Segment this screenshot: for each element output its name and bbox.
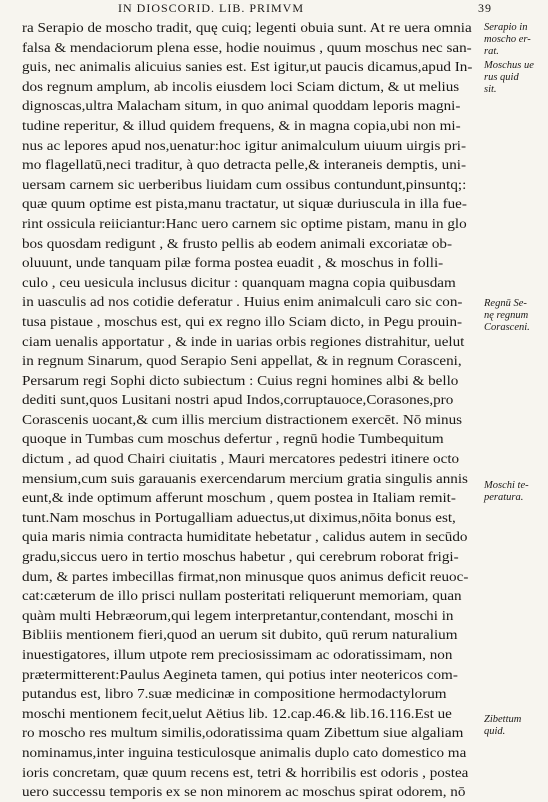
text-line [22,214,480,234]
margin-note [484,22,546,58]
margin-note-line: Moschi te- [484,480,529,491]
text-line [22,606,480,626]
text-line [22,116,480,136]
margin-note-line: quid. [484,726,506,737]
text-line [22,723,480,743]
text-line-content: falsa & mendaciorum plena esse, hodie nouimus , quum moschus nec san- [22,39,472,55]
text-line-content: tunt.Nam moschus in Portugalliam aduectus,ut diximus,nōita bonus est, [22,509,456,525]
text-line [22,77,480,97]
text-line [22,96,480,116]
text-line-content: in uasculis ad nos cotidie deferatur . Huius enim animalculi caro sic con- [22,294,463,310]
text-line-content: culo , ceu uesicula inclusus dicitur : quanquam magna copia quibusdam [22,274,456,290]
text-line [22,371,480,391]
text-line-content: quoque in Tumbas cum moschus defertur , regnū hodie Tumbequitum [22,431,444,447]
text-line [22,488,480,508]
text-line-content: dignoscas,ultra Malacham situm, in quo animal quoddam leporis magni- [22,98,461,114]
text-line [22,547,480,567]
margin-note [484,298,546,334]
text-line-content: dediti sunt,quos Lusitani nostri apud Indos,corruptauoce,Corasones,pro [22,392,454,408]
running-header [0,0,548,16]
text-line [22,410,480,430]
text-line-content: quàm multi Hebræorum,qui legem interpretantur,contendant, moschi in [22,607,454,623]
text-line-content: dum, & partes imbecillas firmat,non minusque quos animus deficit reuoc- [22,568,469,584]
text-line-content: dos regnum amplum, ab incolis eiusdem loci Sciam dictum, & ut melius [22,78,460,94]
text-line-content: Corascenis uocant,& cum illis mercium distractionem exercēt. Nō minus [22,411,463,427]
margin-note-line: peratura. [484,492,524,503]
text-line [22,782,480,802]
text-line-content: ioris concretam, quæ quum recens est, tetri & horribilis est odoris , postea [22,764,469,780]
text-line [22,390,480,410]
text-line-content: mo flagellatū,neci traditur, à quo detracta pelle,& interaneis demptis, uni- [22,157,467,173]
text-line-content: putandus est, libro 7.suæ medicinæ in compositione hermodactylorum [22,686,447,702]
margin-note-line: Corasceni. [484,322,530,333]
text-line-content: cat:cæterum de illo prisci nullam posteritati reliquerunt memoriam, quan [22,588,462,604]
text-line [22,508,480,528]
text-line [22,194,480,214]
text-line-content: dictum , ad quod Chairi ciuitatis , Mauri mercatores pedestri itinere octo [22,451,460,467]
main-text [22,18,480,802]
text-line-content: mensium,cum suis garauanis exercendarum mercium gratia singulis annis [22,470,468,486]
margin-note-line: nę regnum [484,310,529,321]
margin-note-line: sit. [484,84,497,95]
text-line [22,704,480,724]
text-line-content: ro moscho res multum similis,odoratissima quam Zibettum siue algaliam [22,725,464,741]
text-line-content: rint ossicula reiiciantur:Hanc uero carnem sic optime pistam, manu in glo [22,215,467,231]
margin-note-line: moscho er- [484,34,531,45]
text-line [22,469,480,489]
text-line [22,429,480,449]
margin-note-line: Regnū Se- [484,298,527,309]
running-title: IN DIOSCORID. LIB. PRIMVM [118,1,305,15]
margin-note-line: Zibettum [484,714,522,725]
text-line [22,18,480,38]
text-line [22,527,480,547]
text-line [22,292,480,312]
text-line-content: oluuunt, unde tanquam pilæ forma postea euadit , & moschus in folli- [22,255,444,271]
margin-note-line: rus quid [484,72,519,83]
text-line-content: Bibliis mentionem fieri,quod an uerum sit dubito, quū rerum naturalium [22,627,458,643]
text-line-content: quæ quum optime est pista,manu tractatur, ut siquæ duriuscula in illa fue- [22,196,467,212]
margin-note [484,480,546,504]
text-line [22,449,480,469]
text-line [22,38,480,58]
text-line-content: in regnum Sinarum, quod Serapio Seni appellat, & in regnum Corasceni, [22,353,462,369]
text-line-content: quia maris nimia contracta humiditate hebetatur , calidus autem in secūdo [22,529,468,545]
text-line [22,155,480,175]
text-line-content: moschi mentionem fecit,uelut Aëtius lib. 12.cap.46.& lib.16.116.Est ue [22,705,452,721]
margin-note [484,714,546,738]
text-line-content: ra Serapio de moscho tradit, quę cuiq; legenti obuia sunt. At re uera omnia [22,20,472,35]
margin-note-line: Moschus ue [484,60,534,71]
text-line [22,743,480,763]
text-line-content: uersam carnem sic uerberibus liuidam cum ossibus contundunt,pinsuntq;: [22,176,467,192]
text-line [22,253,480,273]
text-line [22,332,480,352]
text-line [22,234,480,254]
text-line-content: Persarum regi Sophi dicto subiectum : Cuius regni homines albi & bello [22,372,459,388]
text-line [22,567,480,587]
text-line [22,645,480,665]
text-line-content: prætermitterent:Paulus Aegineta tamen, qui potius inter neotericos com- [22,666,458,682]
text-line [22,665,480,685]
text-line [22,625,480,645]
text-line [22,351,480,371]
text-line [22,586,480,606]
text-line [22,312,480,332]
text-line-content: guis, nec animalis alicuius sanies est. Est igitur,ut paucis dicamus,apud In- [22,59,473,75]
text-line-content: inuestigatores, illum utpote rem preciosissimam ac odoratissimam, non [22,647,453,662]
text-line-content: eunt,& inde optimum afferunt moschum , quem postea in Italiam remit- [22,490,456,506]
text-line-content: nus ac lepores apud nos,uenatur:hoc igitur animalculum uiuum uirgis pri- [22,137,466,153]
margin-note-line: rat. [484,46,499,57]
text-line [22,273,480,293]
text-line [22,763,480,783]
page-number: 39 [478,1,492,15]
margin-note-line: Serapio in [484,22,528,33]
text-line-content: ciam uenalis apportatur , & inde in uarias orbis regiones distrahitur, uelut [22,333,465,349]
text-line [22,57,480,77]
margin-note [484,60,546,96]
text-line-content: tusa pistaue , moschus est, qui ex regno illo Sciam dicto, in Pegu prouin- [22,313,463,329]
text-line [22,684,480,704]
text-line-content: gradu,siccus uero in tertio moschus habetur , qui cerebrum roborat frigi- [22,549,459,565]
text-line-content: tudine reperitur, & illud quidem frequens, & in magna copia,ubi non mi- [22,117,461,133]
text-line-content: bos quosdam redigunt , & frusto pellis ab eodem animali excoriatæ ob- [22,235,452,251]
text-line [22,175,480,195]
text-line [22,136,480,156]
text-line-content: uero successu temporis ex se non minorem ac moschus spirat odorem, nō [22,784,466,800]
text-line-content: nominamus,inter inguina testiculosque animalis duplo cato domestico ma [22,744,467,760]
